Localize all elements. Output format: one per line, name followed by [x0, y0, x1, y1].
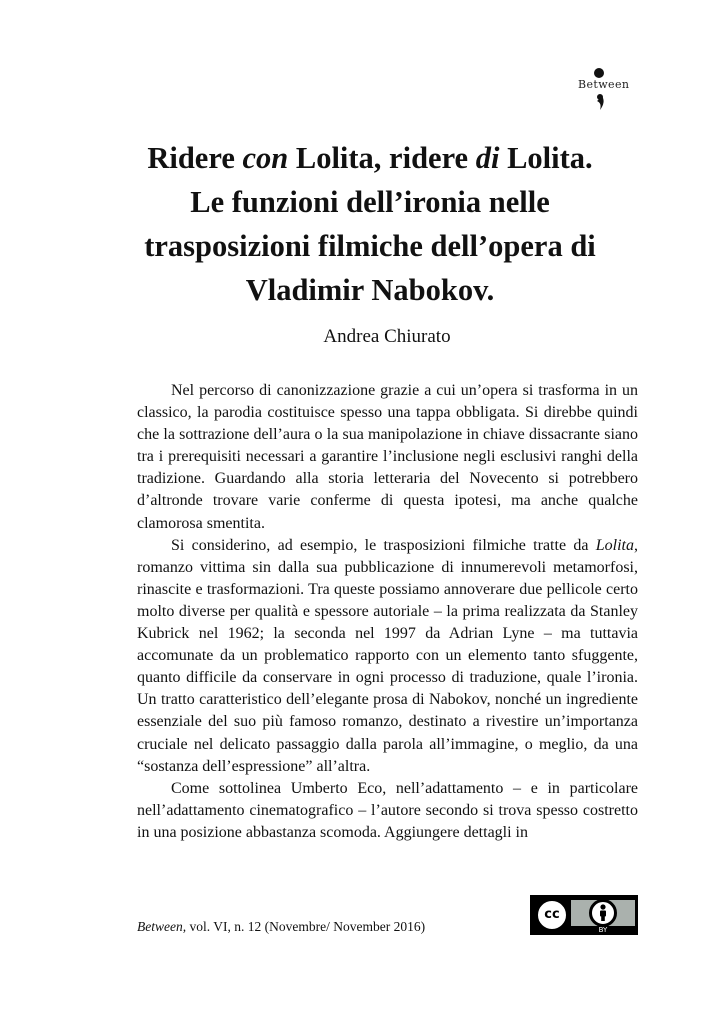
title-line-3: trasposizioni filmiche dell’opera di: [144, 229, 596, 263]
title-italic: con: [242, 141, 289, 175]
license-label: BY: [598, 926, 608, 934]
title-italic: di: [475, 141, 500, 175]
paragraph-2: [137, 535, 638, 778]
logo-text: Between: [578, 78, 630, 91]
journal-footer: [137, 919, 425, 935]
paragraph-1: Nel percorso di canonizzazione grazie a cui un’opera si trasforma in un classico, la parodia costituisce spesso una tappa obbligata. Si direbbe quindi che la sottrazione dell’aura o la sua manipolazione in chiave dissacrante siano tra i prerequisiti necessari a garantire l’inclusione negli esclusivi ranghi della tradizione. Guardando alla storia letteraria del Novecento si potrebbero d’altronde trovare varie conferme di questa ipotesi, ma anche qualche clamorosa smentita.: [137, 382, 638, 532]
author-name: Andrea Chiurato: [323, 326, 451, 347]
paragraph-text: Si considerino, ad esempio, le trasposizioni filmiche tratte da: [171, 536, 596, 554]
paragraph-italic: Lolita: [595, 536, 634, 554]
title-line-1: [110, 136, 630, 180]
journal-logo: [578, 66, 640, 120]
creative-commons-icon: cc: [535, 898, 569, 932]
article-body: [137, 380, 638, 844]
article-title: [110, 136, 630, 312]
title-line-2: Le funzioni dell’ironia nelle: [190, 185, 550, 219]
cc-by-license-badge[interactable]: [530, 895, 638, 935]
title-text: Ridere: [147, 141, 243, 175]
issue-details: vol. VI, n. 12 (Novembre/ November 2016): [186, 919, 426, 934]
title-text: Lolita.: [499, 141, 593, 175]
person-icon: [592, 902, 614, 924]
paragraph-text: , romanzo vittima sin dalla sua pubblicazione di innumerevoli metamorfosi, rinascite e trasformazioni. Tra queste possiamo annoverare due pellicole certo molto diverse per qualità e spessore autoriale – la prima realizzata da Stanley Kubrick nel 1962; la seconda nel 1997 da Adrian Lyne – ma tuttavia accomunate da un problematico rapporto con un elemento tanto sfuggente, quanto difficile da conservare in ogni processo di traduzione, quale l’ironia. Un tratto caratteristico dell’elegante prosa di Nabokov, nonché un ingrediente essenziale del suo più famoso romanzo, destinato a rivestire un’importanza cruciale nel delicato passaggio dalla parola all’immagine, o meglio, da una “sostanza dell’espressione” all’altra.: [137, 536, 638, 775]
journal-name: Between,: [137, 919, 187, 934]
title-line-4: Vladimir Nabokov.: [245, 273, 495, 307]
comma-logo-icon: [578, 66, 640, 120]
attribution-icon: [589, 899, 617, 927]
paragraph-3: Come sottolinea Umberto Eco, nell’adattamento – e in particolare nell’adattamento cinematografico – l’autore secondo si trova spesso costretto in una posizione abbastanza scomoda. Aggiungere dettagli in: [137, 779, 638, 841]
title-text: Lolita, ridere: [288, 141, 476, 175]
